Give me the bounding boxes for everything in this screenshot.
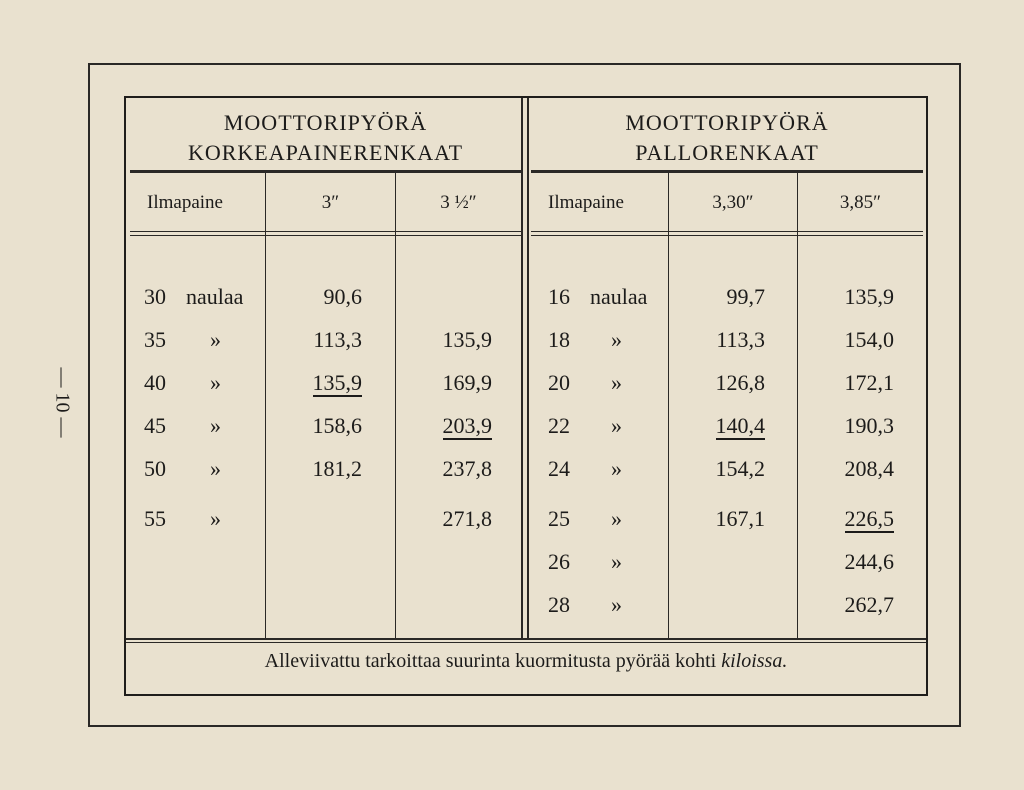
unit: » [611,549,622,574]
left-table-title [130,108,521,168]
header-rule [531,231,923,232]
pressure: 50 [144,456,166,481]
column-divider [265,173,266,640]
unit: naulaa [590,284,648,309]
center-divider [527,98,529,640]
pressure: 16 [548,284,570,309]
pressure: 35 [144,327,166,352]
header-rule [531,235,923,236]
unit: » [210,327,221,352]
unit: » [210,413,221,438]
max-load-underline: 135,9 [312,370,362,395]
header-rule [130,231,521,232]
footer-rule [126,642,926,643]
header-rule [130,235,521,236]
unit: » [611,456,622,481]
left-title-line1: MOOTTORIPYÖRÄ [223,110,428,135]
value-3-30in-max-load [669,411,765,441]
value-3-85in: 172,1 [844,370,894,395]
value-3-5in: 169,9 [442,370,492,395]
value-3-85in: 244,6 [844,549,894,574]
pressure: 20 [548,370,570,395]
right-table-title [531,108,923,168]
value-3-85in: 262,7 [844,592,894,617]
unit: » [611,506,622,531]
value-3-30in: 126,8 [715,370,765,395]
value-3in: 158,6 [312,413,362,438]
value-3-30in: 167,1 [715,506,765,531]
max-load-underline: 226,5 [844,506,894,531]
title-rule-right [531,170,923,173]
right-title-line2: PALLORENKAAT [635,140,819,165]
value-3-5in-max-load [396,411,492,441]
pressure: 25 [548,506,570,531]
pressure: 22 [548,413,570,438]
unit: » [210,456,221,481]
header-cell: 3,85″ [839,192,882,213]
unit: » [611,413,622,438]
unit: » [210,370,221,395]
title-rule-left [130,170,521,173]
value-3-85in: 135,9 [844,284,894,309]
value-3-5in: 237,8 [442,456,492,481]
value-3-85in: 154,0 [844,327,894,352]
header-cell: Ilmapaine [147,192,223,213]
pressure: 24 [548,456,570,481]
footer-rule [126,638,926,640]
value-3in: 90,6 [323,284,362,309]
footnote [126,646,926,676]
max-load-underline: 140,4 [715,413,765,438]
header-cell: Ilmapaine [548,192,624,213]
footnote-text: Alleviivattu tarkoittaa suurinta kuormitusta pyörää kohti [264,650,717,672]
unit: » [611,327,622,352]
header-cell: 3,30″ [712,192,754,213]
pressure: 30 [144,284,166,309]
unit: » [611,592,622,617]
value-3-30in: 113,3 [716,327,765,352]
unit: » [611,370,622,395]
column-divider [668,173,669,640]
pressure: 55 [144,506,166,531]
header-cell: 3 ½″ [440,192,477,213]
center-divider [521,98,523,640]
value-3-30in: 99,7 [726,284,765,309]
footnote-emphasis: kiloissa. [721,650,788,672]
header-cell: 3″ [321,192,340,213]
left-title-line2: KORKEAPAINERENKAAT [187,140,464,165]
value-3in: 181,2 [312,456,362,481]
value-3-85in: 208,4 [844,456,894,481]
pressure: 18 [548,327,570,352]
page-number: — 10 — [51,367,74,437]
pressure: 40 [144,370,166,395]
value-3-85in: 190,3 [844,413,894,438]
value-3in-max-load [266,368,362,398]
unit: » [210,506,221,531]
max-load-underline: 203,9 [442,413,492,438]
value-3-30in: 154,2 [715,456,765,481]
pressure: 28 [548,592,570,617]
right-title-line1: MOOTTORIPYÖRÄ [625,110,829,135]
value-3-5in: 135,9 [442,327,492,352]
value-3-85in-max-load [798,504,894,534]
value-3in: 113,3 [313,327,362,352]
value-3-5in: 271,8 [442,506,492,531]
unit: naulaa [186,284,244,309]
pressure: 45 [144,413,166,438]
pressure: 26 [548,549,570,574]
column-divider [395,173,396,640]
